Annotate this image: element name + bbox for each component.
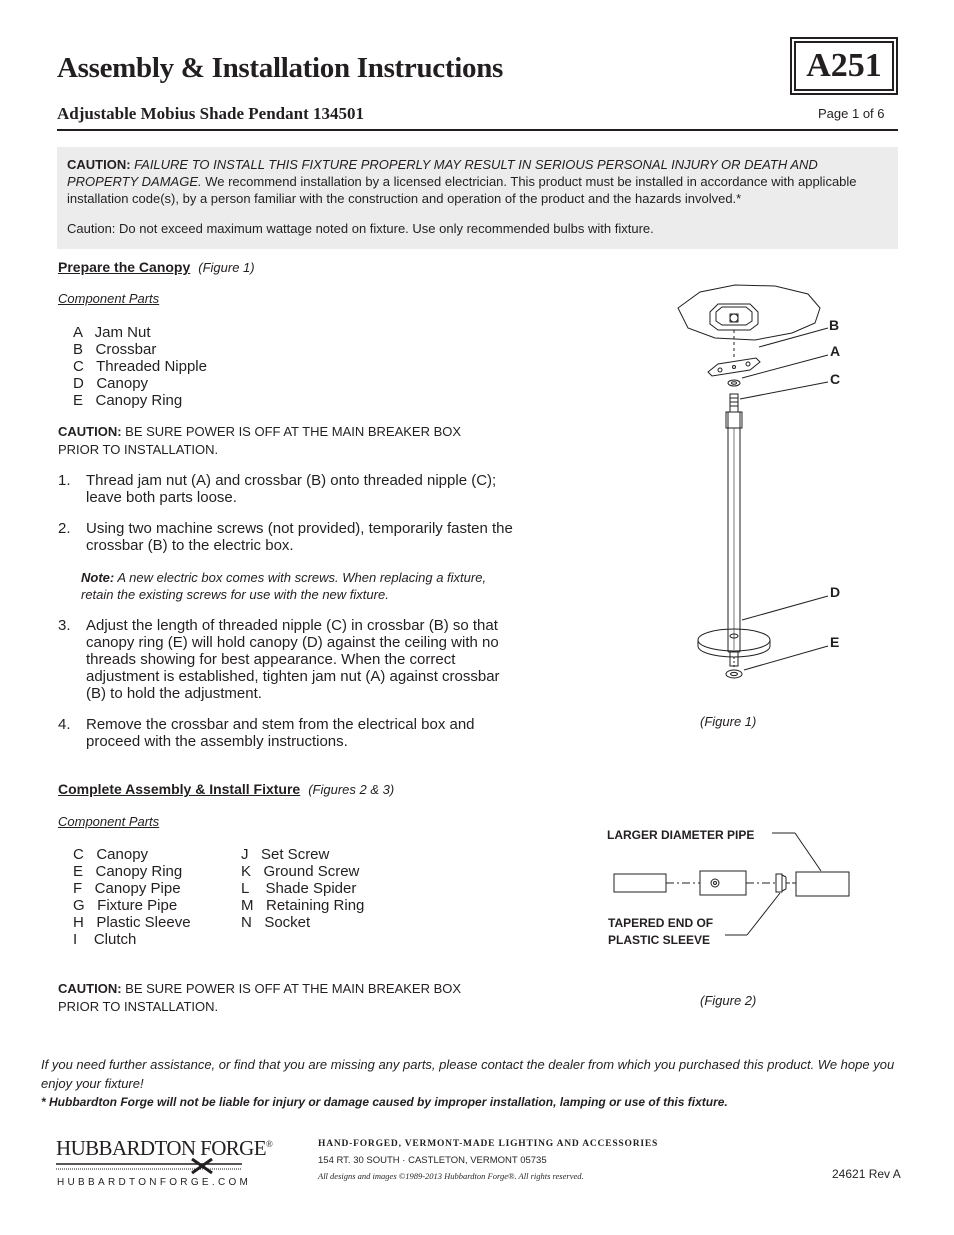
caution-paragraph (67, 156, 888, 207)
section-figure-ref: (Figures 2 & 3) (308, 782, 395, 797)
list-item: A Jam Nut (73, 324, 151, 341)
clutch (700, 871, 746, 895)
plastic-sleeve (776, 874, 782, 892)
step-2 (58, 520, 518, 554)
list-item: G Fixture Pipe (73, 897, 178, 914)
component-parts-label: Component Parts (58, 291, 160, 306)
label-larger-pipe: LARGER DIAMETER PIPE (607, 828, 755, 842)
section-complete-assembly-heading (58, 781, 394, 799)
step-3 (58, 617, 518, 702)
list-item: J Set Screw (241, 846, 330, 863)
section-figure-ref: (Figure 1) (198, 260, 255, 275)
step-number: 4. (58, 716, 71, 733)
brand-url: HUBBARDTONFORGE.COM (57, 1177, 252, 1188)
note-label: Note: (81, 570, 115, 585)
figure-1-diagram (660, 270, 860, 690)
component-parts-label: Component Parts (58, 814, 160, 829)
figure-2-diagram (600, 825, 860, 945)
electric-box (710, 304, 758, 330)
list-item: E Canopy Ring (73, 392, 183, 409)
company-address: 154 RT. 30 SOUTH · CASTLETON, VERMONT 05735 (318, 1155, 547, 1166)
parts-list (73, 324, 207, 409)
canopy-ring (726, 670, 742, 678)
larger-pipe (796, 872, 849, 896)
list-item: C Canopy (73, 846, 149, 863)
brand-mark: ® (265, 1139, 273, 1149)
figure-1-caption: (Figure 1) (700, 714, 757, 729)
step-text: Adjust the length of threaded nipple (C) in crossbar (B) so that canopy ring (E) will hold canopy (D) against the ceiling with no threads showing for best appearance. When the correct adjustment is established, tighten jam nut (A) against crossbar (B) to hold the adjustment. (86, 617, 500, 702)
step-text: Thread jam nut (A) and crossbar (B) onto threaded nipple (C); leave both parts loose. (86, 472, 497, 506)
header-rule (57, 129, 898, 131)
brand-tagline: HAND-FORGED, VERMONT-MADE LIGHTING AND ACCESSORIES (318, 1139, 659, 1149)
step-4 (58, 716, 518, 750)
note-text: A new electric box comes with screws. When replacing a fixture, retain the existing screws for use with the new fixture. (81, 570, 487, 602)
brand-logo-mark (56, 1158, 242, 1174)
list-item: I Clutch (73, 931, 137, 948)
step-text: Using two machine screws (not provided), temporarily fasten the crossbar (B) to the electric box. (86, 520, 513, 554)
caution-label: CAUTION: (67, 157, 131, 172)
section-heading: Complete Assembly & Install Fixture (58, 781, 301, 797)
parts-list-right (241, 846, 364, 931)
list-item: N Socket (241, 914, 311, 931)
step-number: 1. (58, 472, 71, 489)
section-heading: Prepare the Canopy (58, 259, 191, 275)
label-a: A (830, 343, 841, 359)
document-code: A251 (794, 41, 894, 91)
list-item: C Threaded Nipple (73, 358, 207, 375)
page-title: Assembly & Installation Instructions (57, 52, 504, 84)
label-tapered-sleeve: TAPERED END OF PLASTIC SLEEVE (608, 916, 714, 947)
list-item: K Ground Screw (241, 863, 360, 880)
copyright-notice: All designs and images ©1989-2013 Hubbardton Forge®. All rights reserved. (318, 1171, 584, 1181)
step-1 (58, 472, 518, 506)
list-item: F Canopy Pipe (73, 880, 181, 897)
step-number: 2. (58, 520, 71, 537)
caution-box (57, 147, 898, 249)
assistance-text: If you need further assistance, or find that you are missing any parts, please contact the dealer from which you purchased this product. We hope you enjoy your fixture! (41, 1057, 895, 1091)
power-caution (58, 980, 488, 1016)
crossbar (708, 358, 760, 376)
threaded-nipple (730, 394, 738, 412)
caution-label: CAUTION: (58, 981, 122, 996)
liability-disclaimer: * Hubbardton Forge will not be liable for injury or damage caused by improper installation, lamping or use of this fixture. (41, 1095, 728, 1109)
list-item: H Plastic Sleeve (73, 914, 191, 931)
section-prepare-canopy-heading (58, 259, 255, 277)
list-item: M Retaining Ring (241, 897, 365, 914)
list-item: B Crossbar (73, 341, 157, 358)
product-subtitle: Adjustable Mobius Shade Pendant 134501 (57, 104, 365, 123)
brand-name: HUBBARDTON FORGE (56, 1136, 266, 1160)
page-number: Page 1 of 6 (818, 106, 885, 121)
revision-code: 24621 Rev A (832, 1167, 901, 1181)
label-b: B (829, 317, 840, 333)
step-text: Remove the crossbar and stem from the electrical box and proceed with the assembly instructions. (86, 716, 475, 750)
figure-2-caption: (Figure 2) (700, 993, 757, 1008)
label-e: E (830, 634, 840, 650)
parts-list-left (73, 846, 191, 948)
wattage-caution: Caution: Do not exceed maximum wattage noted on fixture. Use only recommended bulbs with fixture. (67, 221, 654, 236)
jam-nut (728, 380, 740, 386)
label-c: C (830, 371, 841, 387)
caution-label: CAUTION: (58, 424, 122, 439)
power-caution (58, 423, 488, 459)
list-item: E Canopy Ring (73, 863, 183, 880)
list-item: D Canopy (73, 375, 149, 392)
note (81, 569, 491, 603)
document-code-box (790, 37, 898, 95)
caution-body: We recommend installation by a licensed electrician. This product must be installed in accordance with applicable installation code(s), by a person familiar with the construction and operation of the product and the hazards involved.* (67, 174, 857, 206)
caution-warning: FAILURE TO INSTALL THIS FIXTURE PROPERLY MAY RESULT IN SERIOUS PERSONAL INJURY OR DEATH AND PROPERTY DAMAGE. (67, 157, 818, 189)
step-number: 3. (58, 617, 71, 634)
ceiling-plate (678, 285, 820, 340)
small-pipe (614, 874, 666, 892)
caution-text: BE SURE POWER IS OFF AT THE MAIN BREAKER BOX PRIOR TO INSTALLATION. (58, 424, 462, 457)
caution-text: BE SURE POWER IS OFF AT THE MAIN BREAKER BOX PRIOR TO INSTALLATION. (58, 981, 462, 1014)
list-item: L Shade Spider (241, 880, 357, 897)
label-d: D (830, 584, 841, 600)
